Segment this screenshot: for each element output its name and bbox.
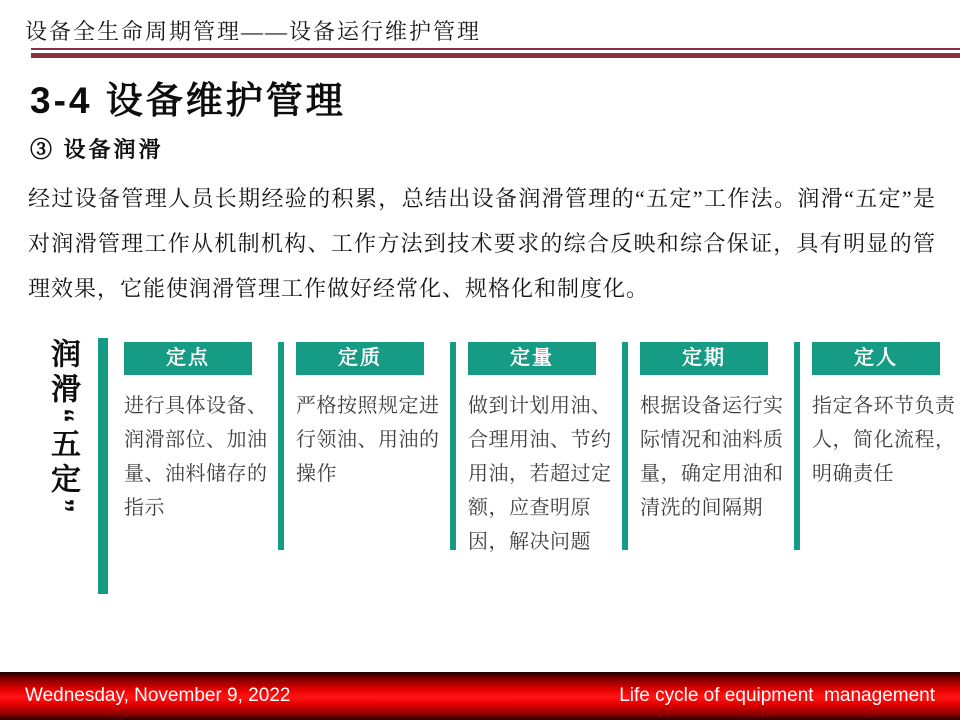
card-body: 进行具体设备、润滑部位、加油量、油料储存的指示 — [124, 395, 268, 519]
header-rule-thin — [31, 48, 960, 50]
card-dingliang — [468, 338, 616, 559]
accent-bar-main — [98, 338, 108, 594]
side-label-vertical: 润滑“五定” — [46, 338, 79, 518]
card-title: 定人 — [812, 342, 940, 375]
card-title: 定期 — [640, 342, 768, 375]
accent-bar-separator — [622, 342, 628, 550]
card-dingdian — [124, 338, 272, 525]
footer-bar — [0, 672, 960, 720]
header-rule-thick — [31, 53, 960, 58]
card-dingren — [812, 338, 960, 491]
card-body: 根据设备运行实际情况和油料质量，确定用油和清洗的间隔期 — [640, 395, 784, 519]
card-dingqi — [640, 338, 788, 525]
five-ding-section — [40, 338, 960, 616]
card-body: 指定各环节负责人，简化流程，明确责任 — [812, 395, 956, 485]
footer-caption: Life cycle of equipment management — [619, 685, 935, 706]
page-title: 3-4 设备维护管理 — [30, 80, 346, 121]
accent-bar-separator — [278, 342, 284, 550]
section-label: ③ 设备润滑 — [30, 137, 164, 162]
accent-bar-separator — [450, 342, 456, 550]
card-body: 做到计划用油、合理用油、节约用油，若超过定额，应查明原因，解决问题 — [468, 395, 612, 553]
card-dingzhi — [296, 338, 444, 491]
card-title: 定量 — [468, 342, 596, 375]
card-body: 严格按照规定进行领油、用油的操作 — [296, 395, 440, 485]
card-title: 定点 — [124, 342, 252, 375]
slide-header-text: 设备全生命周期管理——设备运行维护管理 — [25, 19, 482, 44]
card-title: 定质 — [296, 342, 424, 375]
accent-bar-separator — [794, 342, 800, 550]
intro-paragraph: 经过设备管理人员长期经验的积累，总结出设备润滑管理的“五定”工作法。润滑“五定”是对润滑管理工作从机制机构、工作方法到技术要求的综合反映和综合保证，具有明显的管理效果，它能使润滑管理工作做好经常化、规格化和制度化。 — [28, 186, 936, 301]
footer-date: Wednesday, November 9, 2022 — [25, 685, 291, 706]
